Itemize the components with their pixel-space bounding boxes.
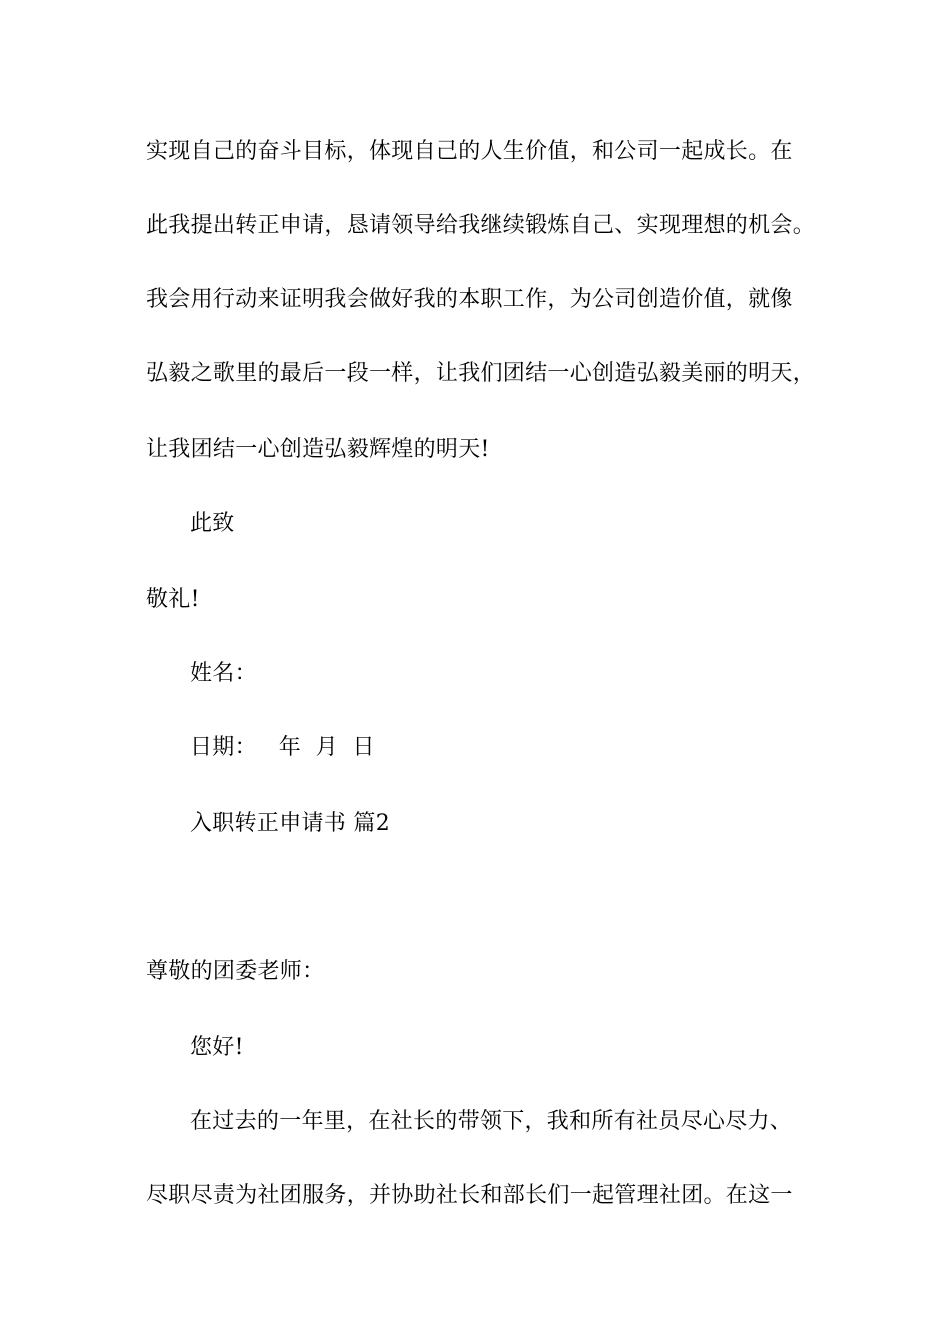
- name-field-label: 姓名：: [190, 661, 257, 686]
- letter-addressee: 尊敬的团委老师：: [146, 959, 325, 984]
- date-field-label: 日期： 年 月 日: [190, 735, 375, 760]
- closing-regards: 敬礼!: [146, 587, 200, 612]
- paragraph-line-3: 我会用行动来证明我会做好我的本职工作，为公司创造价值，就像: [146, 287, 793, 312]
- paragraph-line-5: 让我团结一心创造弘毅辉煌的明天!: [146, 437, 490, 462]
- paragraph-line-2: 此我提出转正申请，恳请领导给我继续锻炼自己、实现理想的机会。: [146, 213, 816, 238]
- section-title: 入职转正申请书 篇2: [190, 811, 390, 836]
- paragraph-line-1: 实现自己的奋斗目标，体现自己的人生价值，和公司一起成长。在: [146, 139, 793, 164]
- paragraph-line-4: 弘毅之歌里的最后一段一样，让我们团结一心创造弘毅美丽的明天，: [146, 361, 816, 386]
- letter-greeting: 您好!: [190, 1035, 244, 1060]
- closing-salutation: 此致: [190, 511, 235, 536]
- body-line-2: 尽职尽责为社团服务，并协助社长和部长们一起管理社团。在这一: [146, 1183, 793, 1208]
- body-line-1: 在过去的一年里，在社长的带领下，我和所有社员尽心尽力、: [190, 1109, 793, 1134]
